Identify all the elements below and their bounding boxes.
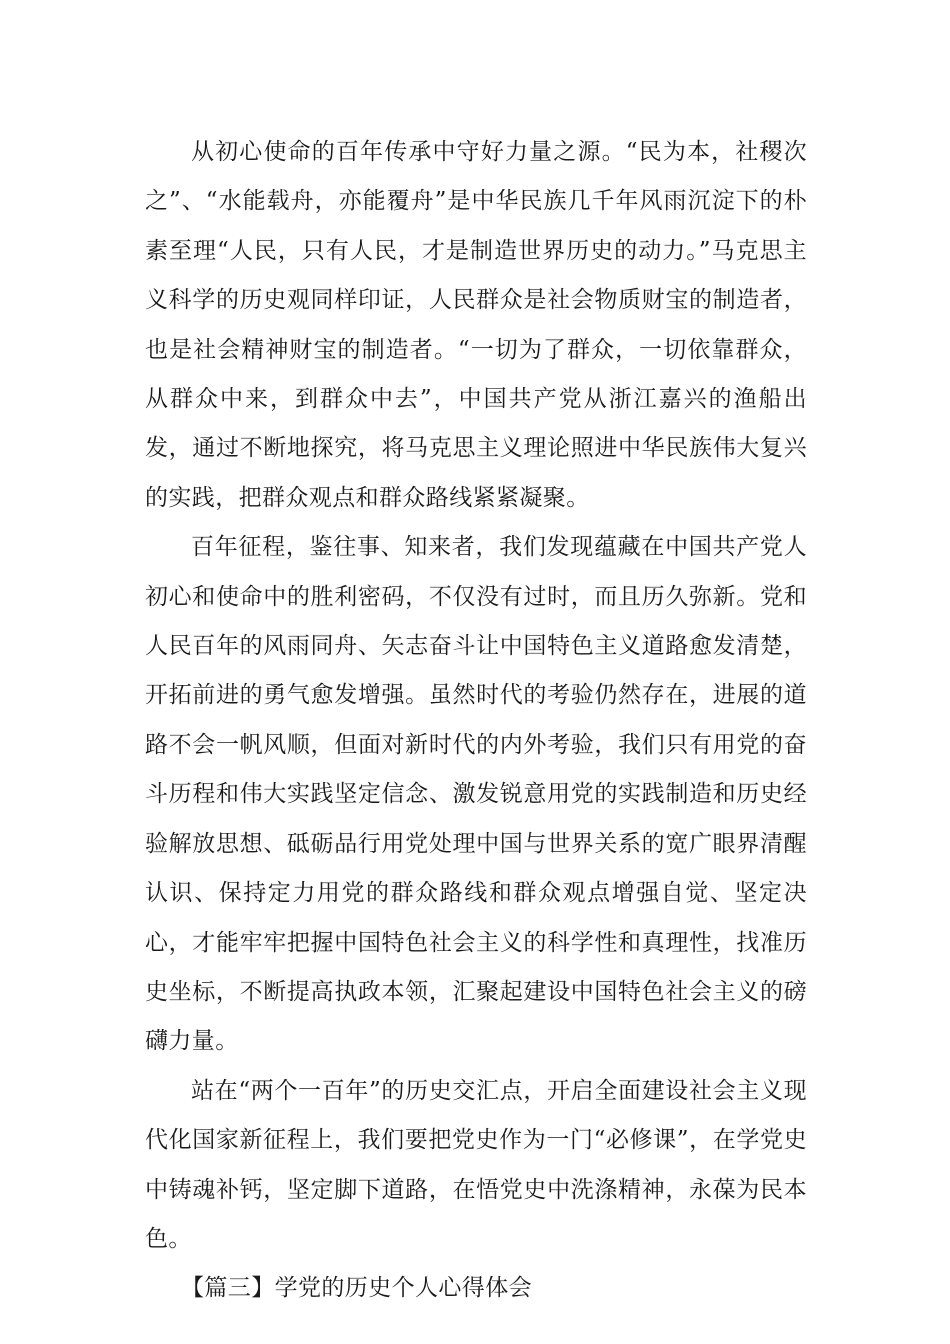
paragraph-1: 从初心使命的百年传承中守好力量之源。“民为本，社稷次之”、“水能载舟，亦能覆舟”是中华民族几千年风雨沉淀下的朴素至理“人民，只有人民，才是制造世界历史的动力。”马克思主义科学的历史观同样印证，人民群众是社会物质财宝的制造者，也是社会精神财宝的制造者。“一切为了群众，一切依靠群众，从群众中来，到群众中去”，中国共产党从浙江嘉兴的渔船出发，通过不断地探究，将马克思主义理论照进中华民族伟大复兴的实践，把群众观点和群众路线紧紧凝聚。 <box>145 139 807 511</box>
section-heading: 【篇三】学党的历史个人心得体会 <box>181 1275 532 1302</box>
paragraph-3: 站在“两个一百年”的历史交汇点，开启全面建设社会主义现代化国家新征程上，我们要把党史作为一门“必修课”，在学党史中铸魂补钙，坚定脚下道路，在悟党史中洗涤精神，永葆为民本色。 <box>145 1077 807 1252</box>
paragraph-2: 百年征程，鉴往事、知来者，我们发现蕴藏在中国共产党人初心和使命中的胜利密码，不仅没有过时，而且历久弥新。党和人民百年的风雨同舟、矢志奋斗让中国特色主义道路愈发清楚，开拓前进的勇气愈发增强。虽然时代的考验仍然存在，进展的道路不会一帆风顺，但面对新时代的内外考验，我们只有用党的奋斗历程和伟大实践坚定信念、激发锐意用党的实践制造和历史经验解放思想、砥砺品行用党处理中国与世界关系的宽广眼界清醒认识、保持定力用党的群众路线和群众观点增强自觉、坚定决心，才能牢牢把握中国特色社会主义的科学性和真理性，找准历史坐标，不断提高执政本领，汇聚起建设中国特色社会主义的磅礴力量。 <box>145 534 807 1055</box>
document-body <box>145 128 807 1314</box>
